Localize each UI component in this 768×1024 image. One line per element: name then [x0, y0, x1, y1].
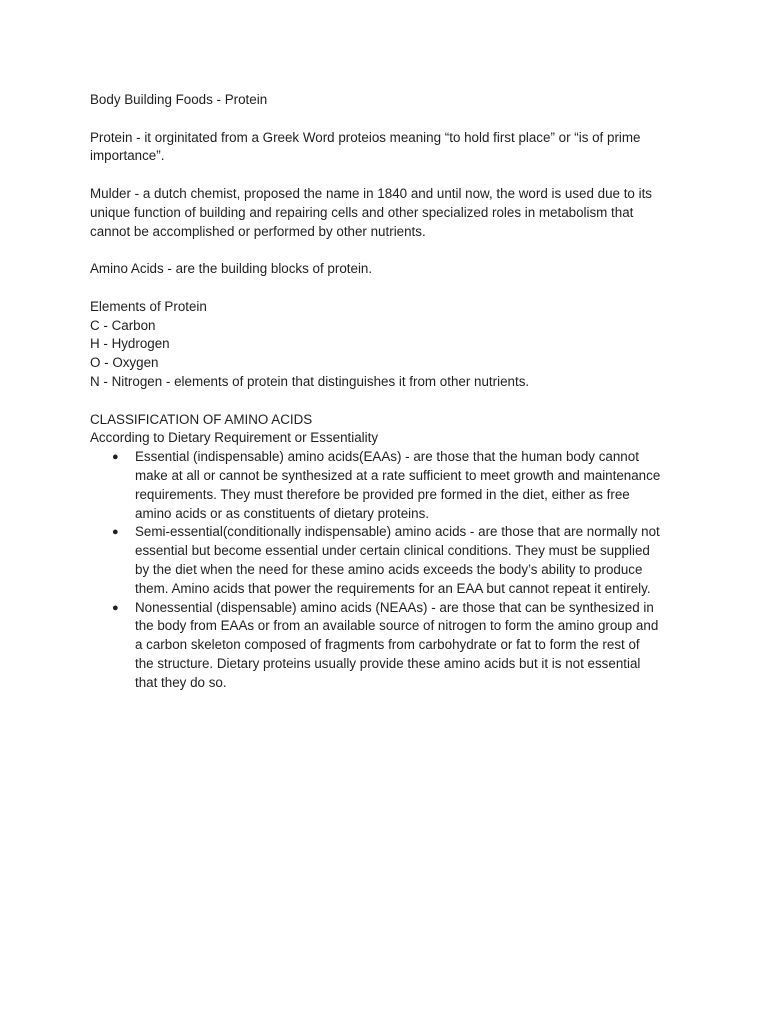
text-line: the structure. Dietary proteins usually provide these amino acids but it is not essential: [135, 655, 641, 671]
document-title: [90, 91, 690, 110]
bullet-icon: ●: [112, 451, 119, 464]
document-page: [90, 91, 690, 693]
list-item-semi-essential: [90, 523, 690, 598]
text-line: them. Amino acids that power the requirements for an EAA but cannot repeat it entirely.: [135, 580, 651, 596]
text-line: make at all or cannot be synthesized at a rate sufficient to meet growth and maintenance: [135, 467, 661, 483]
mulder-paragraph: [90, 185, 690, 241]
text-line: cannot be accomplished or performed by other nutrients.: [90, 223, 426, 239]
text-line: Essential (indispensable) amino acids(EAAs) - are those that the human body cannot: [135, 449, 639, 465]
text-line: unique function of building and repairing cells and other specialized roles in metabolism that: [90, 204, 634, 220]
text-line: Protein - it orginitated from a Greek Word proteios meaning “to hold first place” or “is of prime: [90, 129, 641, 145]
element-oxygen: O - Oxygen: [90, 355, 159, 371]
text-line: essential but become essential under certain clinical conditions. They must be supplied: [135, 543, 650, 559]
classification-subheading: According to Dietary Requirement or Essentiality: [90, 430, 379, 446]
text-line: Semi-essential(conditionally indispensable) amino acids - are those that are normally not: [135, 524, 660, 540]
text-line: by the diet when the need for these amino acids exceeds the body’s ability to produce: [135, 561, 643, 577]
classification-list: [90, 448, 690, 692]
bullet-icon: ●: [112, 601, 119, 614]
text-line: Mulder - a dutch chemist, proposed the name in 1840 and until now, the word is used due to its: [90, 185, 652, 201]
amino-acids-paragraph: [90, 260, 690, 279]
element-hydrogen: H - Hydrogen: [90, 336, 170, 352]
list-item-essential: [90, 448, 690, 523]
text-line: Amino Acids - are the building blocks of protein.: [90, 261, 373, 277]
elements-section: [90, 298, 690, 392]
elements-heading: Elements of Protein: [90, 298, 207, 314]
text-line: requirements. They must therefore be provided pre formed in the diet, either as free: [135, 486, 630, 502]
classification-section: [90, 411, 690, 693]
list-item-nonessential: [90, 599, 690, 693]
protein-definition: [90, 129, 690, 167]
element-carbon: C - Carbon: [90, 317, 156, 333]
text-line: a carbon skeleton composed of fragments from carbohydrate or fat to form the rest of: [135, 637, 640, 653]
title-line: Body Building Foods - Protein: [90, 92, 268, 107]
bullet-icon: ●: [112, 526, 119, 539]
text-line: the body from EAAs or from an available source of nitrogen to form the amino group and: [135, 618, 659, 634]
text-line: importance”.: [90, 148, 165, 164]
classification-heading: CLASSIFICATION OF AMINO ACIDS: [90, 411, 313, 427]
text-line: amino acids or as constituents of dietary proteins.: [135, 505, 429, 521]
text-line: Nonessential (dispensable) amino acids (NEAAs) - are those that can be synthesized in: [135, 599, 654, 615]
text-line: that they do so.: [135, 674, 227, 690]
element-nitrogen: N - Nitrogen - elements of protein that distinguishes it from other nutrients.: [90, 373, 530, 389]
